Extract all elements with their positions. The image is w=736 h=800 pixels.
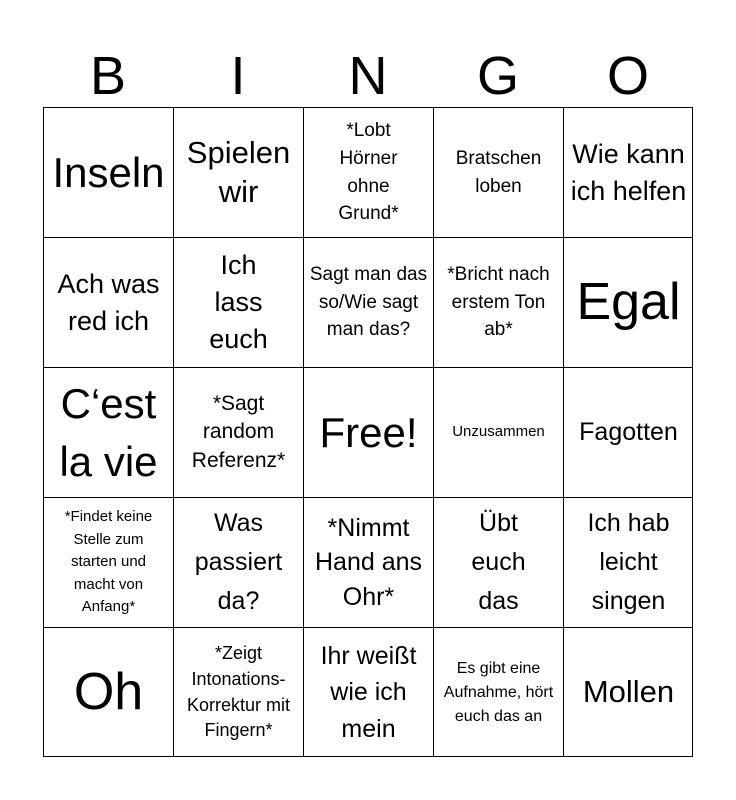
bingo-cell-r2-c1[interactable] bbox=[43, 237, 173, 367]
cell-text: Inseln bbox=[52, 148, 165, 196]
cell-text: Oh bbox=[73, 663, 144, 722]
cell-text: Sagt man das so/Wie sagt man das? bbox=[309, 264, 428, 341]
cell-text: *Findet keine Stelle zum starten und macht von Anfang* bbox=[64, 508, 153, 616]
cell-text: Übt euch das bbox=[471, 509, 526, 615]
bingo-cell-r1-c1[interactable] bbox=[43, 107, 173, 237]
cell-text: Ach was red ich bbox=[57, 268, 160, 336]
bingo-board bbox=[43, 107, 693, 757]
bingo-header bbox=[43, 46, 693, 106]
bingo-cell-r4-c5[interactable] bbox=[563, 497, 693, 627]
header-letter-g: G bbox=[476, 46, 519, 106]
bingo-cell-r3-c2[interactable] bbox=[173, 367, 303, 497]
cell-text: Mollen bbox=[582, 674, 675, 710]
bingo-cell-r3-c4[interactable] bbox=[433, 367, 563, 497]
bingo-cell-r1-c5[interactable] bbox=[563, 107, 693, 237]
cell-text: *Bricht nach erstem Ton ab* bbox=[447, 264, 550, 341]
bingo-cell-r3-c5[interactable] bbox=[563, 367, 693, 497]
bingo-cell-r5-c2[interactable] bbox=[173, 627, 303, 757]
header-letter-o: O bbox=[606, 46, 649, 106]
cell-text: *Nimmt Hand ans Ohr* bbox=[314, 513, 423, 611]
cell-text: Egal bbox=[576, 273, 681, 332]
cell-text: Ihr weißt wie ich mein bbox=[320, 642, 417, 743]
bingo-cell-r5-c1[interactable] bbox=[43, 627, 173, 757]
bingo-cell-r4-c4[interactable] bbox=[433, 497, 563, 627]
bingo-cell-r1-c4[interactable] bbox=[433, 107, 563, 237]
cell-text: Spielen wir bbox=[186, 134, 291, 209]
bingo-cell-free[interactable] bbox=[303, 367, 433, 497]
cell-text: Fagotten bbox=[579, 418, 678, 447]
header-letter-b: B bbox=[89, 46, 127, 106]
bingo-cell-r1-c2[interactable] bbox=[173, 107, 303, 237]
cell-text: *Sagt random Referenz* bbox=[191, 391, 286, 472]
bingo-cell-r5-c4[interactable] bbox=[433, 627, 563, 757]
bingo-cell-r5-c3[interactable] bbox=[303, 627, 433, 757]
cell-text: Wie kann ich helfen bbox=[570, 138, 687, 206]
bingo-cell-r2-c5[interactable] bbox=[563, 237, 693, 367]
header-letter-n: N bbox=[348, 46, 388, 106]
bingo-cell-r2-c3[interactable] bbox=[303, 237, 433, 367]
cell-text: Es gibt eine Aufnahme, hört euch das an bbox=[443, 659, 554, 725]
bingo-cell-r3-c1[interactable] bbox=[43, 367, 173, 497]
bingo-cell-r2-c2[interactable] bbox=[173, 237, 303, 367]
cell-text: Bratschen loben bbox=[455, 147, 542, 197]
cell-text: *Lobt Hörner ohne Grund* bbox=[338, 120, 399, 225]
header-letter-i: I bbox=[230, 46, 246, 106]
cell-text: *Zeigt Intonations-Korrektur mit Fingern* bbox=[186, 643, 291, 741]
cell-text: Was passiert da? bbox=[194, 509, 283, 615]
bingo-cell-r4-c1[interactable] bbox=[43, 497, 173, 627]
bingo-cell-r5-c5[interactable] bbox=[563, 627, 693, 757]
bingo-cell-r1-c3[interactable] bbox=[303, 107, 433, 237]
bingo-cell-r4-c2[interactable] bbox=[173, 497, 303, 627]
bingo-cell-r4-c3[interactable] bbox=[303, 497, 433, 627]
cell-text: C‘est la vie bbox=[59, 379, 158, 485]
cell-text: Ich lass euch bbox=[209, 250, 268, 354]
bingo-cell-r2-c4[interactable] bbox=[433, 237, 563, 367]
cell-text: Ich hab leicht singen bbox=[587, 509, 670, 615]
cell-text: Unzusammen bbox=[452, 423, 545, 441]
free-space-label: Free! bbox=[319, 408, 418, 456]
